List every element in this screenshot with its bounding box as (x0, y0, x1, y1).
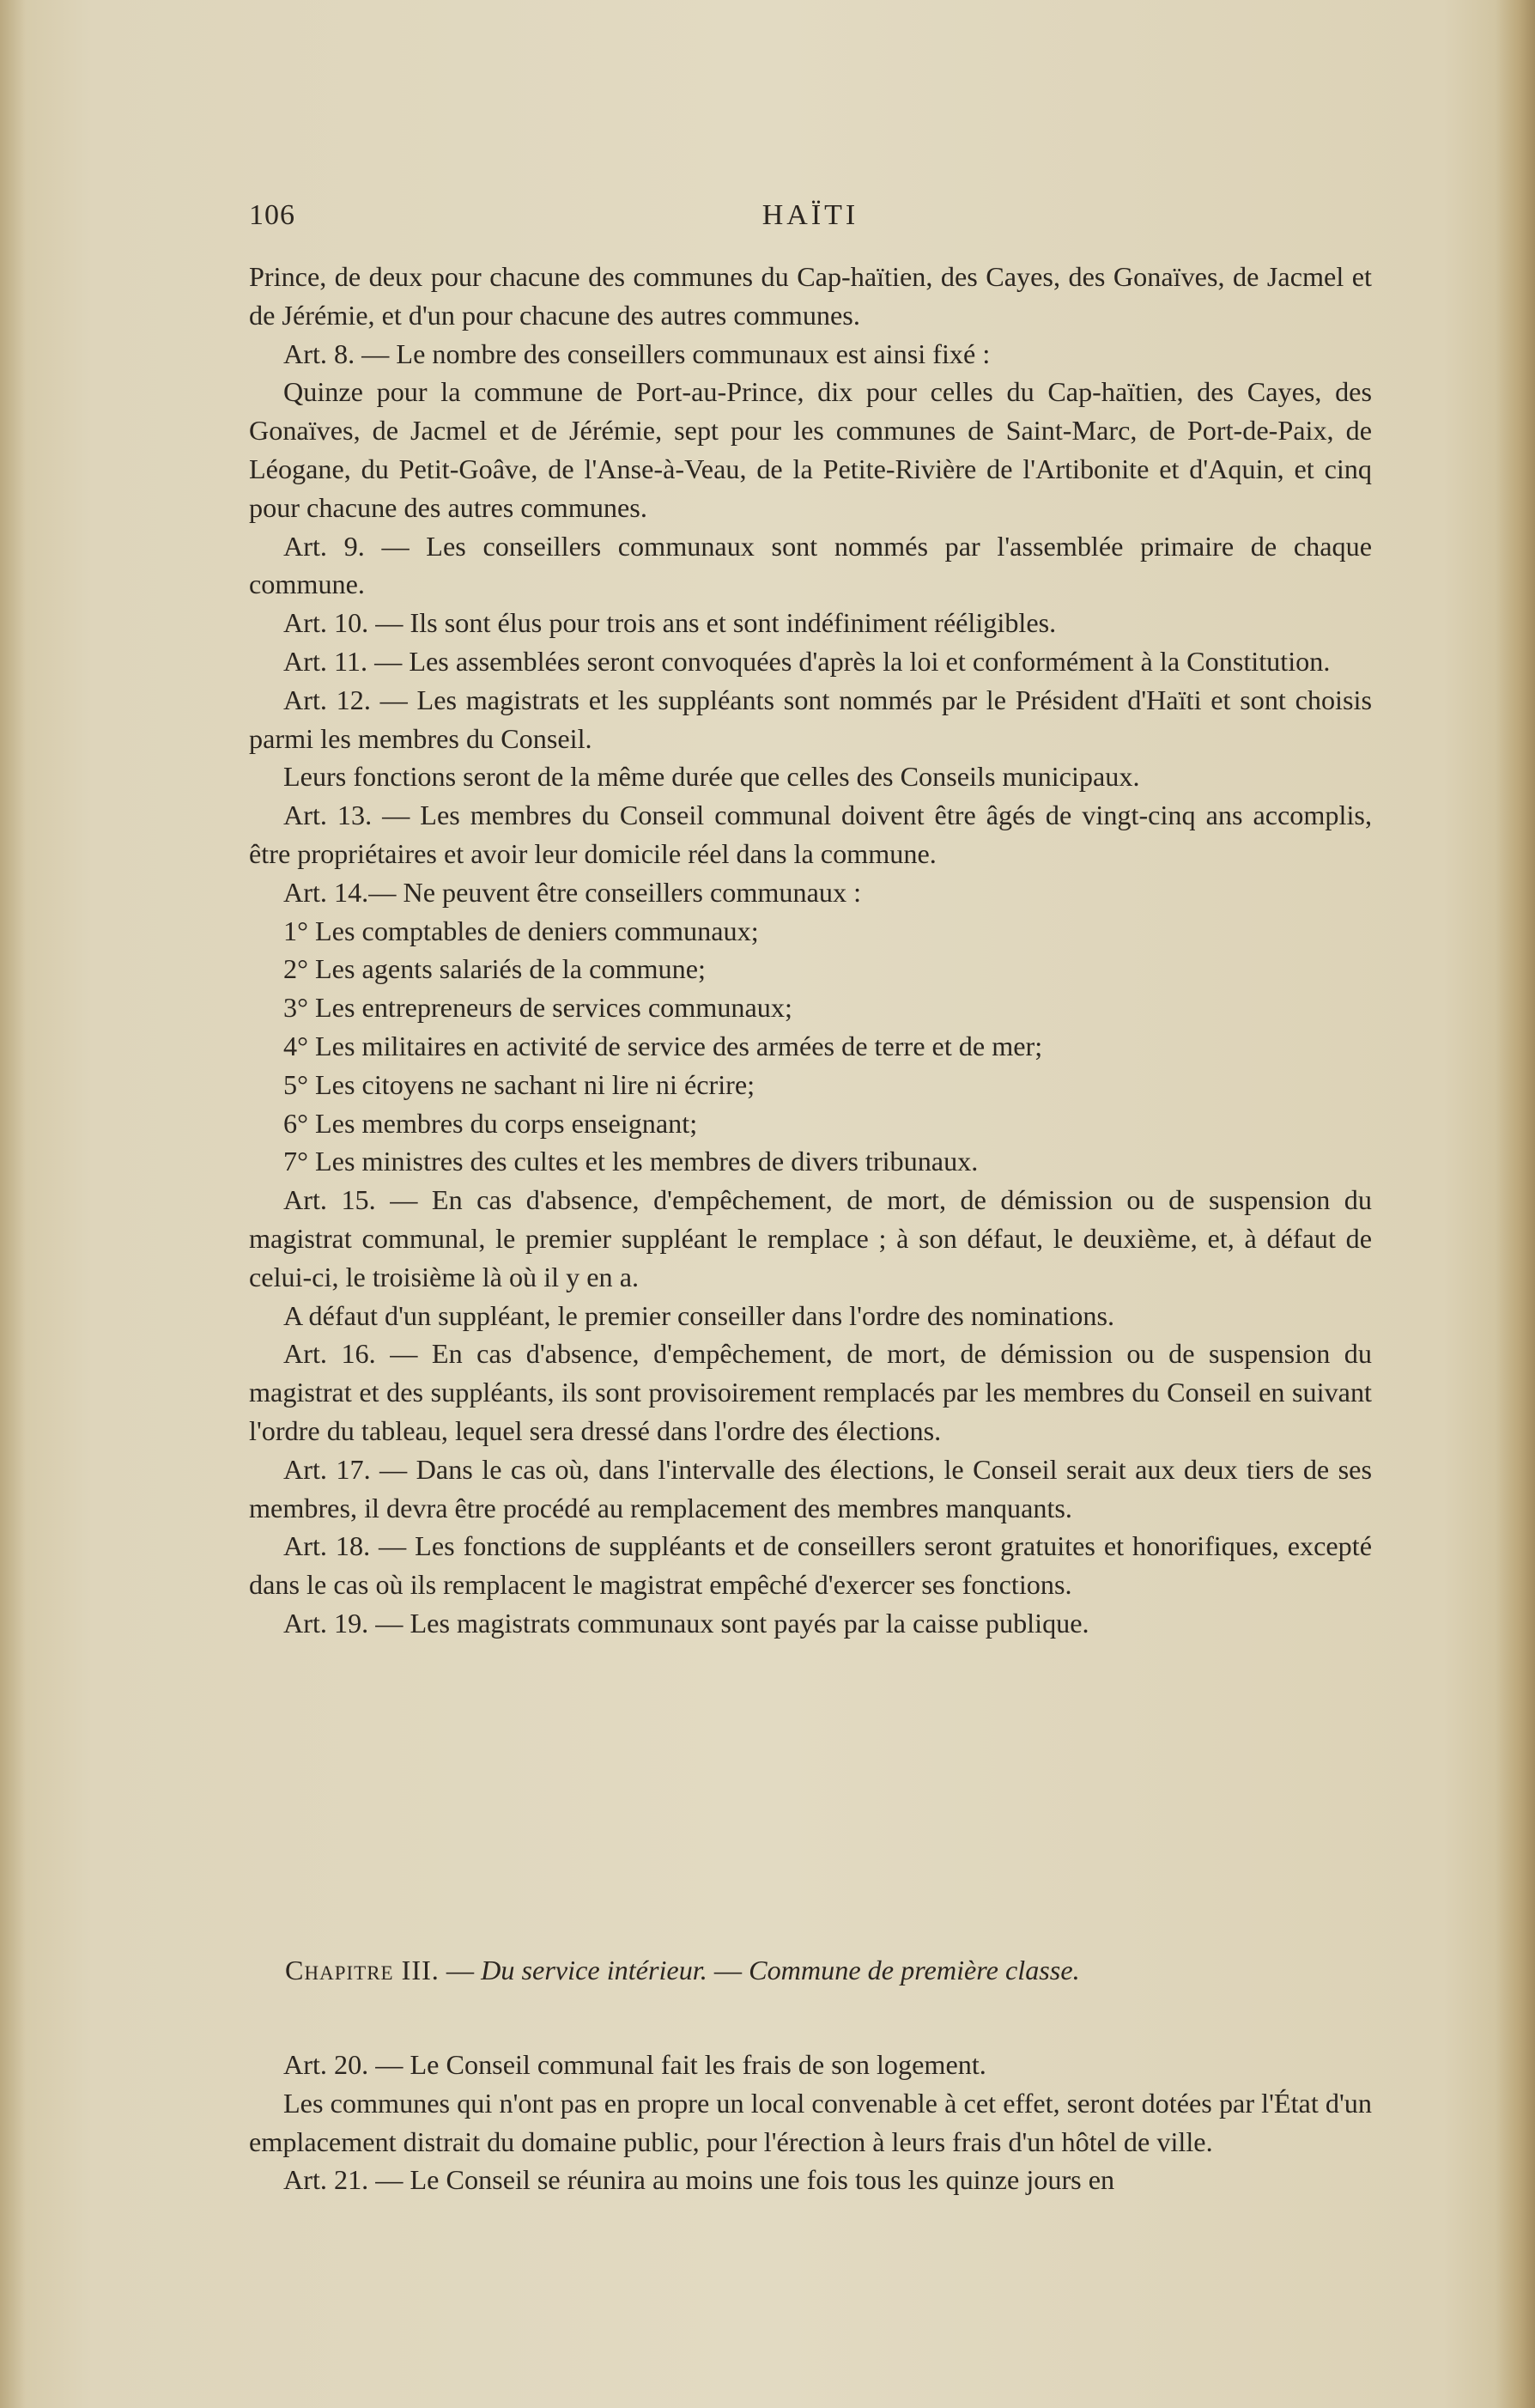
paragraph: Les communes qui n'ont pas en propre un local convenable à cet effet, seront dotées par l'État d'un emplacement distrait du domaine public, pour l'érection à leurs frais d'un hôtel de ville. (249, 2087, 1372, 2157)
paragraph: Art. 17. — Dans le cas où, dans l'intervalle des élections, le Conseil serait aux deux tiers de ses membres, il devra être procédé au remplacement des membres manquants. (249, 1453, 1372, 1523)
paragraph: Art. 9. — Les conseillers communaux sont nommés par l'assemblée primaire de chaque commune. (249, 530, 1372, 600)
running-title: HAÏTI (761, 199, 859, 231)
list-item: 7° Les ministres des cultes et les membres de divers tribunaux. (283, 1146, 979, 1177)
chapter-dash-2: — (707, 1955, 749, 1985)
paragraph: Art. 18. — Les fonctions de suppléants et de conseillers seront gratuites et honorifiques, excepté dans le cas où ils remplacent le magistrat empêché d'exercer ses fonctions. (249, 1530, 1372, 1601)
chapter-body-text (249, 2046, 1372, 2199)
page-right-edge (1496, 0, 1535, 2408)
paragraph: Quinze pour la commune de Port-au-Prince, dix pour celles du Cap-haïtien, des Cayes, des Gonaïves, de Jacmel et de Jérémie, sept pour les communes de Saint-Marc, de Port-de-Paix, de Léogane, du Petit-Goâve, de l'Anse-à-Veau, de la Petite-Rivière de l'Artibonite et d'Aquin, et cinq pour chacune des autres communes. (249, 376, 1372, 523)
paragraph: Art. 12. — Les magistrats et les suppléants sont nommés par le Président d'Haïti et sont choisis parmi les membres du Conseil. (249, 684, 1372, 754)
paragraph: Art. 20. — Le Conseil communal fait les frais de son logement. (283, 2049, 986, 2080)
chapter-heading (249, 1951, 1372, 1990)
paragraph: A défaut d'un suppléant, le premier conseiller dans l'ordre des nominations. (283, 1299, 1115, 1331)
paragraph: Art. 11. — Les assemblées seront convoquées d'après la loi et conformément à la Constitution. (283, 645, 1331, 677)
paragraph: Art. 19. — Les magistrats communaux sont payés par la caisse publique. (283, 1607, 1089, 1639)
paragraph: Art. 8. — Le nombre des conseillers communaux est ainsi fixé : (283, 337, 991, 369)
page-number: 106 (249, 199, 295, 231)
page-left-shadow (0, 0, 26, 2408)
paragraph: Art. 10. — Ils sont élus pour trois ans et sont indéfiniment rééligibles. (283, 607, 1057, 639)
list-item: 2° Les agents salariés de la commune; (283, 953, 706, 985)
chapter-title-part1: Du service intérieur. (481, 1955, 707, 1985)
chapter-dash: — (439, 1955, 482, 1985)
paragraph: Prince, de deux pour chacune des communes du Cap-haïtien, des Cayes, des Gonaïves, de Jacmel et de Jérémie, et d'un pour chacune des autres communes. (249, 261, 1372, 331)
body-text (249, 258, 1372, 1643)
paragraph: Art. 14.— Ne peuvent être conseillers communaux : (283, 876, 862, 908)
list-item: 5° Les citoyens ne sachant ni lire ni écrire; (283, 1068, 755, 1100)
paragraph: Art. 21. — Le Conseil se réunira au moins une fois tous les quinze jours en (283, 2164, 1115, 2196)
list-item: 1° Les comptables de deniers communaux; (283, 915, 759, 946)
list-item: 4° Les militaires en activité de service des armées de terre et de mer; (283, 1030, 1043, 1061)
paragraph: Art. 16. — En cas d'absence, d'empêchement, de mort, de démission ou de suspension du magistrat et des suppléants, ils sont provisoirement remplacés par les membres du Conseil en suivant l'ordre du tableau, lequel sera dressé dans l'ordre des élections. (249, 1338, 1372, 1446)
list-item: 6° Les membres du corps enseignant; (283, 1107, 698, 1139)
paragraph: Art. 15. — En cas d'absence, d'empêchement, de mort, de démission ou de suspension du magistrat communal, le premier suppléant le remplace ; à son défaut, le deuxième, et, à défaut de celui-ci, le troisième là où il y en a. (249, 1184, 1372, 1292)
list-item: 3° Les entrepreneurs de services communaux; (283, 992, 792, 1024)
paragraph: Art. 13. — Les membres du Conseil communal doivent être âgés de vingt-cinq ans accomplis, être propriétaires et avoir leur domicile réel dans la commune. (249, 800, 1372, 869)
chapter-label: Chapitre III. (285, 1955, 440, 1985)
page-header (249, 199, 1372, 242)
chapter-title-part2: Commune de première classe. (749, 1955, 1080, 1985)
paragraph: Leurs fonctions seront de la même durée que celles des Conseils municipaux. (283, 761, 1140, 793)
